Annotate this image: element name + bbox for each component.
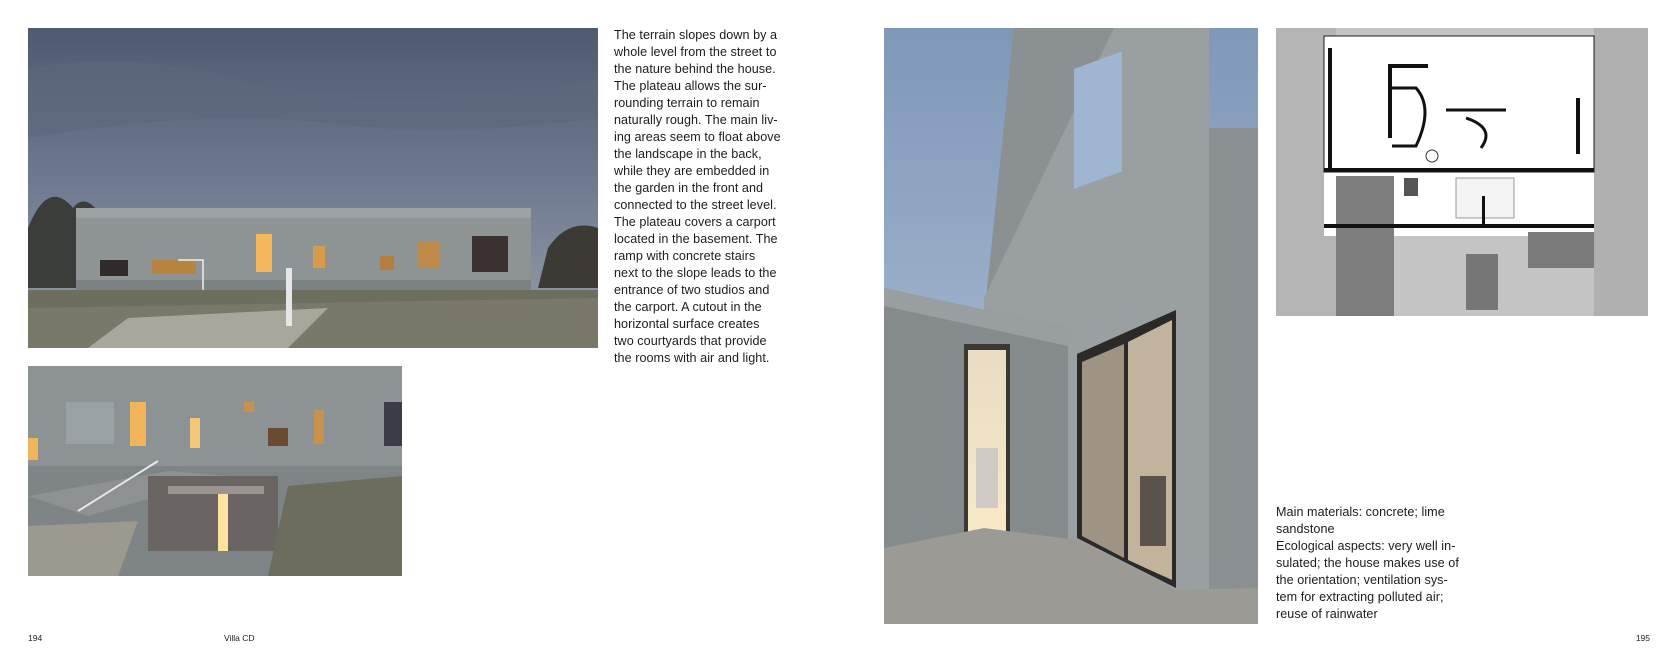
materials-info: [1276, 504, 1459, 623]
paragraph-line: connected to the street level.: [614, 198, 777, 212]
paragraph-line: naturally rough. The main liv-: [614, 113, 778, 127]
running-title: Villa CD: [224, 633, 255, 643]
paragraph-line: entrance of two studios and: [614, 283, 770, 297]
paragraph-line: ing areas seem to float above: [614, 130, 781, 144]
materials-line: sandstone: [1276, 522, 1335, 536]
paragraph-line: horizontal surface creates: [614, 317, 760, 331]
paragraph-line: the landscape in the back,: [614, 147, 762, 161]
materials-line: sulated; the house makes use of: [1276, 556, 1459, 570]
materials-line: reuse of rainwater: [1276, 607, 1378, 621]
paragraph-line: the carport. A cutout in the: [614, 300, 762, 314]
photo-courtyard: [28, 366, 402, 576]
paragraph-line: rounding terrain to remain: [614, 96, 760, 110]
paragraph-line: whole level from the street to: [614, 45, 777, 59]
paragraph-line: The plateau covers a carport: [614, 215, 776, 229]
photo-exterior-dusk: [28, 28, 598, 348]
paragraph-line: while they are embedded in: [614, 164, 770, 178]
materials-line: the orientation; ventilation sys-: [1276, 573, 1448, 587]
photo-courtyard-tall: [884, 28, 1258, 624]
paragraph-line: the garden in the front and: [614, 181, 764, 195]
paragraph-line: The plateau allows the sur-: [614, 79, 767, 93]
paragraph-line: The terrain slopes down by a: [614, 28, 778, 42]
materials-line: Ecological aspects: very well in-: [1276, 539, 1456, 553]
paragraph-line: the rooms with air and light.: [614, 351, 770, 365]
materials-line: tem for extracting polluted air;: [1276, 590, 1444, 604]
page-number-left: 194: [28, 633, 43, 643]
paragraph-line: ramp with concrete stairs: [614, 249, 756, 263]
materials-line: Main materials: concrete; lime: [1276, 505, 1445, 519]
page-number-right: 195: [1635, 633, 1650, 643]
paragraph-line: two courtyards that provide: [614, 334, 767, 348]
floor-plan: [1276, 28, 1648, 316]
body-paragraph: [614, 27, 781, 367]
paragraph-line: next to the slope leads to the: [614, 266, 777, 280]
paragraph-line: located in the basement. The: [614, 232, 778, 246]
paragraph-line: the nature behind the house.: [614, 62, 776, 76]
